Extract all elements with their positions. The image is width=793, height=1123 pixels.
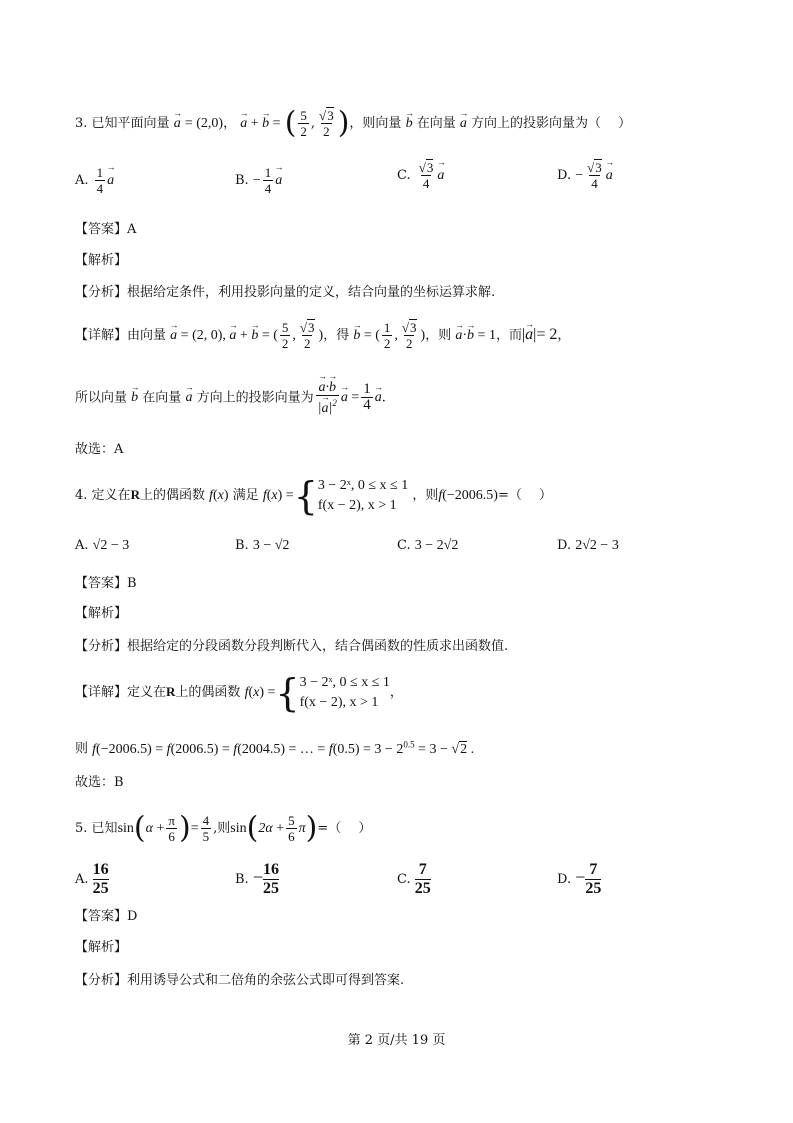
q3-a-plus-b: a → + b → = bbox=[240, 116, 280, 131]
q3-stem-text-1: 已知平面向量 bbox=[91, 116, 170, 131]
q4-line2-text-1: 则 bbox=[75, 741, 89, 757]
q4-choose-text: 故选：B bbox=[75, 775, 124, 790]
q5-number: 5. bbox=[75, 821, 88, 836]
q3-option-c-label: C. bbox=[397, 168, 411, 183]
q4-option-d bbox=[557, 538, 619, 554]
q3-vector-b: b → bbox=[406, 116, 413, 131]
q4-brace: { bbox=[293, 473, 318, 518]
q4-f-target: f(−2006.5) bbox=[438, 488, 498, 503]
q5-fenxi bbox=[75, 971, 725, 991]
q3-line2-text-1: 所以向量 bbox=[75, 390, 128, 406]
q3-line2-vector-b: b → bbox=[131, 390, 138, 405]
q4-stem bbox=[75, 473, 725, 518]
q5-fenxi-text: 利用诱导公式和二倍角的余弦公式即可得到答案. bbox=[127, 973, 405, 988]
q4-detail-case-2: f(x − 2), x > 1 bbox=[299, 694, 379, 710]
q5-option-d-frac: $\frac{7}{25}$ bbox=[585, 861, 602, 897]
q3-fenxi-label: 【分析】 bbox=[75, 285, 128, 300]
q3-projection-frac: $\frac{a \to\cdot b \to}{|a \to|^2}$ bbox=[316, 380, 339, 416]
q3-vector-a: a → bbox=[174, 116, 181, 131]
q4-detail-brace: { bbox=[275, 670, 300, 715]
q4-option-d-value: 2√2 − 3 bbox=[575, 538, 619, 553]
q5-stem-text-3: =（ ） bbox=[317, 821, 372, 836]
q4-detail-text-1: 定义在 bbox=[127, 685, 167, 700]
q4-fenxi bbox=[75, 637, 725, 657]
q3-detail-line1: 【详解】由向量 a → = (2, 0), a → + b → = ( $\frac{5}{2}$ , $\frac{√3}{2}$ )，得 b → = ( $\frac{1}{2}$ , $\frac{√3}{2}$ )，则 a →·b → = 1，而|a →|= 2， bbox=[75, 320, 725, 351]
q4-fx-def: f(x) = bbox=[262, 488, 294, 503]
q3-frac-sqrt3-2: $\frac{√3}{2}$ bbox=[319, 108, 334, 139]
q3-choose-text: 故选：A bbox=[75, 442, 124, 457]
q5-option-a bbox=[75, 861, 109, 898]
q4-fx: f(x) bbox=[209, 488, 229, 503]
q4-R: R bbox=[130, 487, 140, 502]
q3-line2-text-2: 在向量 bbox=[142, 390, 182, 406]
q3-option-d-label: D. bbox=[557, 168, 572, 183]
q4-detail-line2 bbox=[75, 734, 725, 760]
q5-stem: 5. 已知sin(α + $\frac{\pi}{6}$ )= $\frac{4}{5}$ ,则sin(2α + $\frac{5}{6}$ π)=（ ） bbox=[75, 810, 372, 846]
q4-detail-line1: 【详解】定义在R上的偶函数 f(x) ={ 3 − 2ˣ, 0 ≤ x ≤ 1 f(x − 2), x > 1 ， bbox=[75, 670, 403, 715]
q3-analysis bbox=[75, 251, 725, 271]
q4-option-d-label: D. bbox=[557, 538, 572, 553]
q4-case-1: 3 − 2ˣ, 0 ≤ x ≤ 1 bbox=[317, 477, 409, 493]
q5-2alpha: 2α + bbox=[258, 821, 285, 836]
q3-answer bbox=[75, 220, 725, 240]
q4-option-c-label: C. bbox=[397, 538, 411, 553]
q5-frac-pi-6: $\frac{\pi}{6}$ bbox=[168, 813, 175, 844]
q4-answer bbox=[75, 574, 725, 594]
q4-fenxi-label: 【分析】 bbox=[75, 639, 128, 654]
q4-analysis bbox=[75, 604, 725, 624]
q4-fenxi-text: 根据给定的分段函数分段判断代入，结合偶函数的性质求出函数值. bbox=[127, 639, 509, 654]
q3-detail-eq2: b → = ( bbox=[353, 328, 380, 343]
q5-analysis-label: 【解析】 bbox=[75, 940, 128, 955]
q3-detail-eq4: |a →|= 2 bbox=[522, 326, 557, 343]
q5-option-a-frac: $\frac{16}{25}$ bbox=[92, 861, 109, 897]
q4-stem-text-4: ，则 bbox=[412, 488, 439, 503]
q4-detail-case-1: 3 − 2ˣ, 0 ≤ x ≤ 1 bbox=[299, 674, 390, 690]
q3-fenxi bbox=[75, 283, 725, 303]
q4-option-a bbox=[75, 538, 129, 554]
q5-option-b-frac: $\frac{16}{25}$ bbox=[262, 861, 279, 897]
q5-answer-label: 【答案】 bbox=[75, 909, 128, 924]
q4-cases bbox=[318, 476, 408, 516]
q4-option-a-label: A. bbox=[75, 538, 89, 553]
q3-line2-vector-a: a → bbox=[185, 390, 192, 405]
q4-detail-fx-def: f(x) = bbox=[244, 685, 276, 700]
q3-option-b-frac: $\frac{1}{4}$ bbox=[264, 165, 272, 196]
page-footer: 第 2 页/共 19 页 bbox=[347, 1033, 446, 1048]
q5-option-c-label: C. bbox=[397, 872, 411, 887]
q3-number: 3. bbox=[75, 116, 88, 131]
q3-left-paren: ( bbox=[284, 105, 297, 141]
q5-option-a-label: A. bbox=[75, 872, 89, 887]
q5-frac-5-6: $\frac{5}{6}$ bbox=[288, 813, 295, 844]
q5-option-d-label: D. bbox=[557, 872, 572, 887]
q3-option-a-label: A. bbox=[75, 173, 89, 188]
q3-stem-text-4: 方向上的投影向量为（ ） bbox=[471, 116, 632, 131]
q3-option-b-label: B. bbox=[235, 173, 249, 188]
q5-stem-text-1: 已知 bbox=[91, 821, 118, 836]
q3-option-c-frac: $\frac{√3}{4}$ bbox=[418, 160, 434, 191]
q3-sep-2: ， bbox=[349, 116, 363, 131]
q3-detail-text-2: ，得 bbox=[323, 328, 350, 343]
q4-option-a-value: √2 − 3 bbox=[92, 538, 130, 553]
q3-vector-a-2: a → bbox=[460, 116, 467, 131]
q3-analysis-label: 【解析】 bbox=[75, 253, 128, 268]
q4-option-b-label: B. bbox=[235, 538, 249, 553]
q4-stem-text-1: 定义在 bbox=[91, 488, 131, 503]
q3-a-value: (2,0) bbox=[196, 116, 224, 131]
q5-stem-text-2: 则 bbox=[217, 821, 231, 836]
q4-detail-R: R bbox=[166, 684, 176, 699]
q5-option-c-frac: $\frac{7}{25}$ bbox=[414, 861, 431, 897]
q3-result-frac: $\frac{1}{4}$ bbox=[363, 381, 371, 414]
q3-answer-label: 【答案】 bbox=[75, 222, 128, 237]
q4-choose bbox=[75, 773, 725, 793]
q5-option-b: B. − $\frac{16}{25}$ bbox=[235, 861, 279, 897]
q4-answer-label: 【答案】 bbox=[75, 576, 128, 591]
q3-detail-text-4: ，而 bbox=[495, 328, 522, 343]
q3-detail-text-3: ，则 bbox=[425, 328, 452, 343]
q3-detail-text-1: 由向量 bbox=[127, 328, 167, 343]
q4-detail-cases bbox=[300, 673, 390, 713]
q3-stem: 3. 已知平面向量 a → = (2,0)， a → + b → = ( $\frac{5}{2}$ , $\frac{√3}{2}$ )，则向量 b → 在向量 a → 方向上的投影向量为（ ） bbox=[75, 108, 725, 139]
q5-option-b-label: B. bbox=[235, 872, 249, 887]
q3-detail-label: 【详解】 bbox=[75, 328, 128, 343]
q3-detail-eq3: a →·b → = 1 bbox=[455, 328, 496, 343]
q4-option-b-value: 3 − √2 bbox=[252, 538, 290, 553]
q4-option-b bbox=[235, 538, 289, 554]
q5-sin-1: sin bbox=[117, 821, 134, 836]
q5-option-d: D. − $\frac{7}{25}$ bbox=[557, 861, 602, 897]
q5-frac-4-5: $\frac{4}{5}$ bbox=[202, 813, 210, 844]
q3-fenxi-text: 根据给定条件，利用投影向量的定义，结合向量的坐标运算求解. bbox=[127, 285, 496, 300]
q3-sep: ， bbox=[223, 116, 237, 131]
q3-option-a: A. $\frac{1}{4}$ a → bbox=[75, 165, 114, 196]
q4-stem-text-5: =（ ） bbox=[497, 488, 553, 503]
q3-stem-text-2: 则向量 bbox=[362, 116, 402, 131]
q5-sin-2: sin bbox=[230, 821, 247, 836]
q5-analysis bbox=[75, 938, 725, 958]
q4-stem-text-2: 上的偶函数 bbox=[139, 488, 205, 503]
q5-answer-value: D bbox=[127, 909, 138, 924]
q4-detail-eq: f(−2006.5) = f(2006.5) = f(2004.5) = … = $f(0.5) = 3 - 2^{0.5} = 3 - √2$ . bbox=[92, 739, 475, 757]
q4-option-c-value: 3 − 2√2 bbox=[414, 538, 459, 553]
q3-detail-eq1: a → = (2, 0), a → + b → = ( bbox=[170, 328, 278, 343]
q3-line2-text-3: 方向上的投影向量为 bbox=[196, 390, 314, 406]
q3-right-paren: ) bbox=[337, 105, 350, 141]
q3-answer-value: A bbox=[127, 222, 137, 237]
q4-option-c bbox=[397, 538, 458, 554]
q5-option-c bbox=[397, 861, 431, 898]
q3-stem-text-3: 在向量 bbox=[416, 116, 456, 131]
q3-frac-5-2: $\frac{5}{2}$ bbox=[300, 108, 307, 139]
q3-option-a-frac: $\frac{1}{4}$ bbox=[96, 165, 104, 196]
q5-answer bbox=[75, 907, 725, 927]
q4-detail-label: 【详解】 bbox=[75, 685, 128, 700]
q3-option-d: D. − $\frac{√3}{4}$ a → bbox=[557, 160, 613, 191]
q5-alpha: α + bbox=[145, 821, 165, 836]
q4-analysis-label: 【解析】 bbox=[75, 606, 128, 621]
q4-answer-value: B bbox=[127, 576, 137, 591]
q3-detail-line2: 所以向量 b → 在向量 a → 方向上的投影向量为 $\frac{a \to\cdot b \to}{|a \to|^2}$ a → = $\frac{1}{4}$ a →. bbox=[75, 380, 725, 416]
q3-choose bbox=[75, 440, 725, 460]
q3-option-c: C. $\frac{√3}{4}$ a → bbox=[397, 160, 444, 191]
q5-fenxi-label: 【分析】 bbox=[75, 973, 128, 988]
q4-stem-text-3: 满足 bbox=[232, 488, 259, 503]
q3-option-d-frac: $\frac{√3}{4}$ bbox=[587, 160, 602, 191]
q4-case-2: f(x − 2), x > 1 bbox=[317, 497, 397, 513]
q3-option-b: B. − $\frac{1}{4}$ a → bbox=[235, 165, 282, 196]
q3-a-def: = (2,0) bbox=[184, 116, 224, 131]
q4-detail-text-2: 上的偶函数 bbox=[175, 685, 241, 700]
q4-number: 4. bbox=[75, 488, 88, 503]
